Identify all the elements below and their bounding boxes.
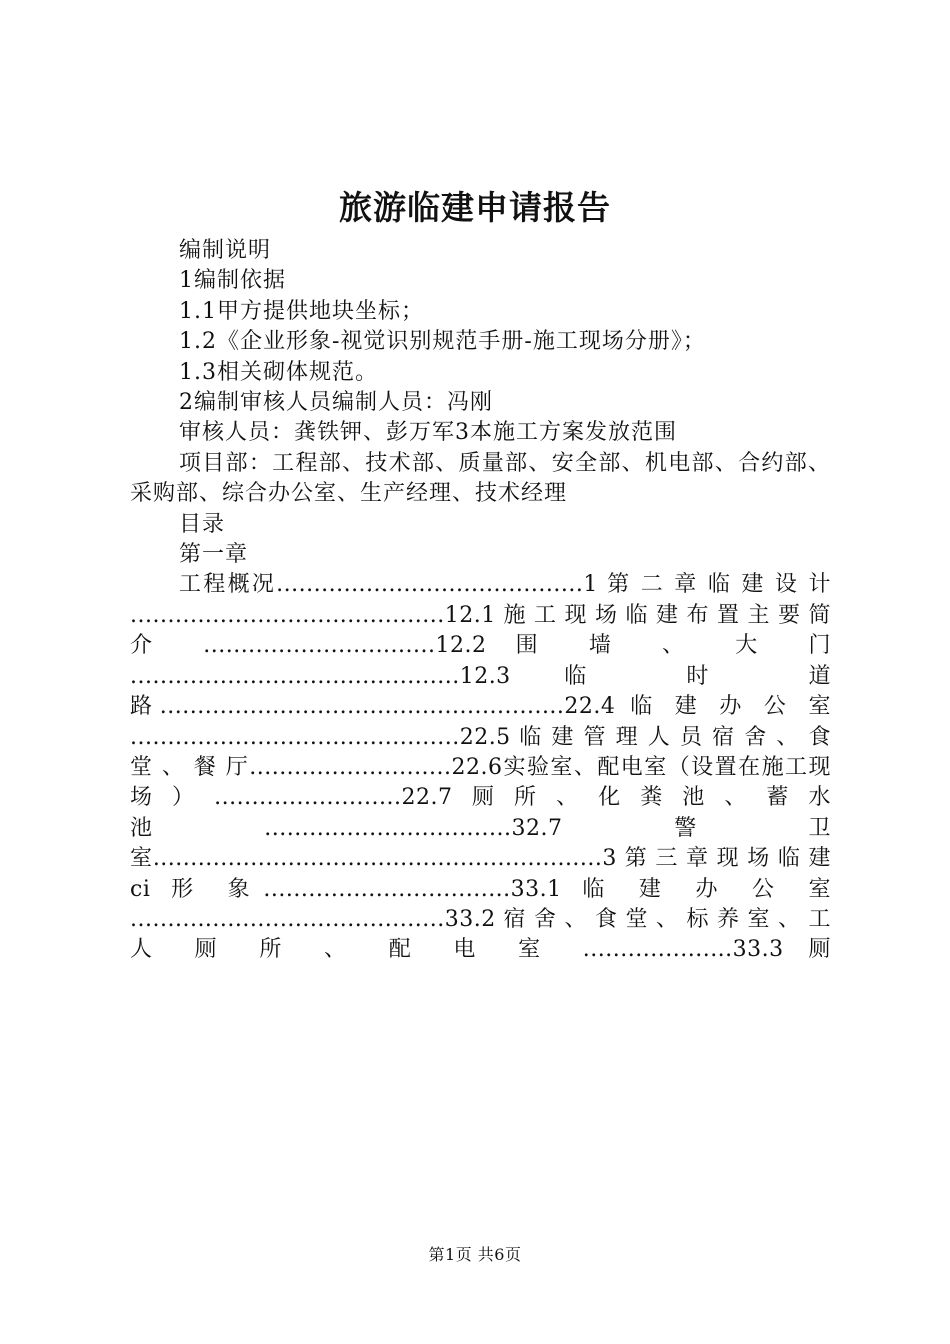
chapter-label: 第一章 [179, 542, 249, 568]
page-footer: 第1页 共6页 [428, 1245, 522, 1264]
section-heading-compilation-notes: 编制说明 [179, 238, 272, 263]
document-title: 旅游临建申请报告 [339, 188, 611, 227]
distribution-paragraph: 项目部：工程部、技术部、质量部、安全部、机电部、合约部、采购部、综合办公室、生产经理、技术经理 [130, 450, 831, 507]
list-item: 1.3相关砌体规范。 [179, 359, 378, 385]
document-body [130, 236, 831, 966]
table-of-contents: 工程概况.........................................1 第 二 章 临 建 设 计 ..........................................12.1 施 工 现 场 临 建 布 置 主 要 简 介 ...............................12.2 围 墙 、 大 门 ............................................12.3 临 时 道 路......................................................22.4 临 建 办 公 室 ............................................22.5 临 建 管 理 人 员 宿 舍 、 食 堂 、 餐 厅...........................22.6实验室、配电室（设置在施工现场）.........................22.7厕所、化粪池、蓄水池.................................32.7警卫室............................................................3 第 三 章 现 场 临 建 ci 形 象.................................33.1 临 建 办 公 室 ..........................................33.2 宿 舍 、 食 堂 、 标 养 室 、 工 人 厕 所 、 配 电 室 ....................33.3 厕 [130, 572, 831, 963]
list-item: 1.1甲方提供地块坐标； [179, 298, 424, 324]
list-item: 1.2《企业形象-视觉识别规范手册-施工现场分册》； [179, 329, 706, 355]
toc-heading: 目录 [179, 511, 226, 537]
list-item: 2编制审核人员编制人员：冯刚 [179, 390, 493, 416]
section-heading-basis: 1编制依据 [179, 268, 286, 294]
list-item: 审核人员：龚铁钾、彭万军3本施工方案发放范围 [179, 420, 677, 446]
